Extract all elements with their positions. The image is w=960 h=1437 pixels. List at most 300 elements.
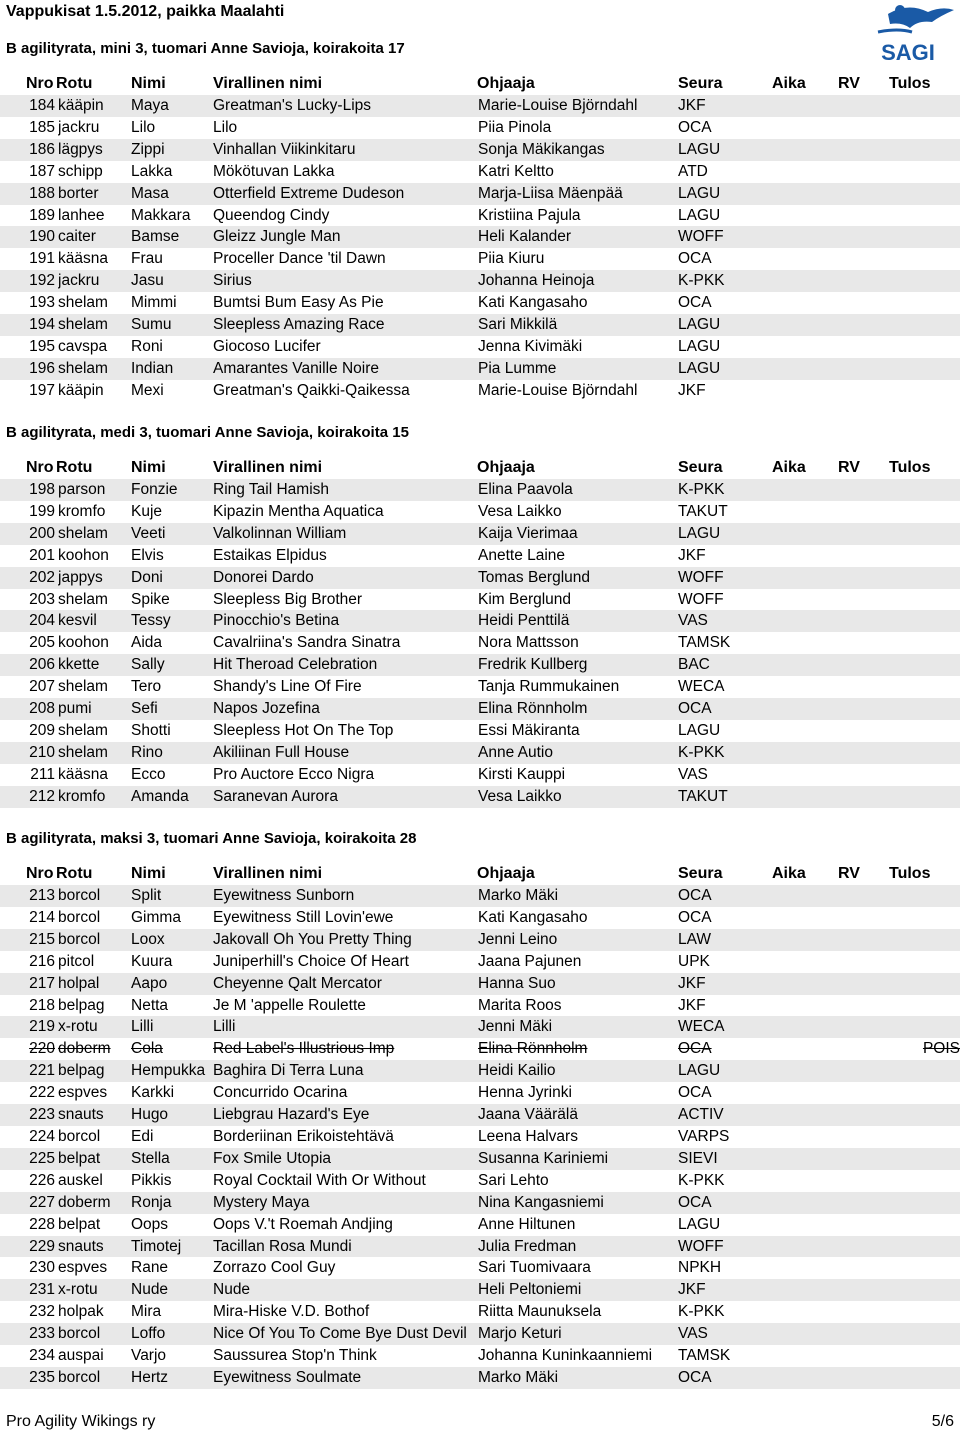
- table-cell: 194: [0, 314, 58, 336]
- table-cell: 214: [29, 908, 55, 926]
- table-cell: Aapo: [131, 973, 213, 995]
- column-header: Ohjaaja: [477, 865, 535, 882]
- table-cell: K-PKK: [678, 1303, 725, 1321]
- table-cell: K-PKK: [678, 479, 773, 501]
- table-cell: Greatman's Qaikki-Qaikessa: [213, 381, 410, 399]
- table-cell: Hanna Suo: [478, 973, 678, 995]
- table-cell: [833, 907, 888, 929]
- column-header-row: [0, 457, 960, 479]
- table-cell: [833, 479, 888, 501]
- table-cell: Elina Rönnholm: [478, 1040, 588, 1058]
- table-cell: Masa: [131, 183, 213, 205]
- table-cell: Kipazin Mentha Aquatica: [213, 502, 384, 520]
- table-cell: Hempukka: [131, 1060, 213, 1082]
- table-cell: [833, 545, 888, 567]
- table-cell: x-rotu: [58, 1016, 131, 1038]
- table-cell: 221: [0, 1060, 58, 1082]
- table-cell: Proceller Dance 'til Dawn: [213, 250, 386, 268]
- table-cell: [888, 205, 960, 227]
- table-cell: 213: [0, 885, 58, 907]
- table-cell: Sefi: [131, 698, 213, 720]
- table-cell: Karkki: [131, 1084, 175, 1102]
- table-cell: Lilo: [131, 118, 156, 136]
- table-cell: [833, 995, 888, 1017]
- table-cell: kromfo: [58, 502, 106, 520]
- table-cell: Vinhallan Viikinkitaru: [213, 139, 478, 161]
- table-cell: Sleepless Hot On The Top: [213, 721, 394, 739]
- table-cell: Sonja Mäkikangas: [478, 139, 678, 161]
- table-cell: 212: [0, 786, 58, 808]
- table-cell: [888, 1170, 960, 1192]
- table-cell: 217: [0, 973, 58, 995]
- table-cell: 230: [29, 1259, 55, 1277]
- table-cell: [773, 1323, 833, 1345]
- table-cell: Elina Paavola: [478, 479, 678, 501]
- results-table: [0, 479, 960, 808]
- table-cell: lägpys: [58, 139, 131, 161]
- table-cell: Elina Rönnholm: [478, 698, 678, 720]
- table-cell: [888, 1301, 960, 1323]
- table-cell: [773, 501, 833, 523]
- table-cell: shelam: [58, 742, 131, 764]
- table-cell: [888, 1104, 960, 1126]
- table-cell: shelam: [58, 523, 131, 545]
- table-cell: cavspa: [58, 337, 108, 355]
- table-cell: WECA: [678, 1016, 773, 1038]
- column-header: Seura: [678, 459, 723, 476]
- table-cell: [773, 545, 833, 567]
- table-cell: 206: [0, 654, 58, 676]
- table-row: [0, 951, 960, 973]
- table-cell: Makkara: [131, 206, 191, 224]
- table-cell: 198: [0, 479, 58, 501]
- table-cell: Aida: [131, 634, 163, 652]
- table-cell: [888, 479, 960, 501]
- table-cell: Bumtsi Bum Easy As Pie: [213, 294, 384, 312]
- table-cell: kääpin: [58, 95, 131, 117]
- table-cell: Baghira Di Terra Luna: [213, 1060, 478, 1082]
- column-header: Ohjaaja: [477, 75, 535, 92]
- table-cell: ACTIV: [678, 1104, 773, 1126]
- table-row: [0, 973, 960, 995]
- table-cell: 220: [29, 1040, 55, 1058]
- column-header: Nimi: [131, 865, 166, 882]
- table-cell: Jakovall Oh You Pretty Thing: [213, 929, 478, 951]
- table-cell: Heli Kalander: [478, 226, 678, 248]
- table-cell: VARPS: [678, 1127, 730, 1145]
- table-cell: [773, 1257, 833, 1279]
- table-cell: Piia Pinola: [478, 118, 552, 136]
- table-cell: [773, 95, 833, 117]
- table-cell: [773, 1367, 833, 1389]
- table-cell: Rane: [131, 1259, 169, 1277]
- table-cell: [833, 589, 888, 611]
- table-cell: Lilli: [131, 1016, 213, 1038]
- table-cell: Amarantes Vanille Noire: [213, 358, 478, 380]
- table-cell: pumi: [58, 698, 131, 720]
- table-row: [0, 676, 960, 698]
- column-header: Rotu: [56, 75, 93, 92]
- table-row: [0, 1214, 960, 1236]
- table-cell: [833, 117, 888, 139]
- table-cell: [888, 589, 960, 611]
- table-row: [0, 610, 960, 632]
- table-cell: [773, 654, 833, 676]
- table-cell: jackru: [58, 118, 100, 136]
- table-cell: K-PKK: [678, 270, 773, 292]
- table-cell: [833, 632, 888, 654]
- table-cell: 225: [0, 1148, 58, 1170]
- table-cell: Sumu: [131, 314, 213, 336]
- table-cell: Oops: [131, 1215, 169, 1233]
- table-cell: Doni: [131, 567, 213, 589]
- table-cell: [773, 183, 833, 205]
- table-cell: [833, 314, 888, 336]
- table-cell: Nice Of You To Come Bye Dust Devil: [213, 1323, 478, 1345]
- table-cell: Zippi: [131, 139, 213, 161]
- table-cell: OCA: [678, 1192, 773, 1214]
- table-cell: Nora Mattsson: [478, 634, 579, 652]
- table-cell: Kuura: [131, 952, 173, 970]
- table-cell: LAW: [678, 929, 773, 951]
- table-row: [0, 358, 960, 380]
- column-header: Nro: [26, 459, 54, 476]
- table-cell: [833, 292, 888, 314]
- table-cell: 226: [29, 1171, 55, 1189]
- column-header: Rotu: [56, 865, 93, 882]
- table-cell: koohon: [58, 634, 109, 652]
- table-cell: jackru: [58, 270, 131, 292]
- table-cell: [773, 1126, 833, 1148]
- table-cell: belpat: [58, 1215, 101, 1233]
- logo-head-shape: [895, 5, 905, 15]
- table-cell: 211: [30, 765, 55, 783]
- table-cell: Katri Keltto: [478, 162, 554, 180]
- section-title: B agilityrata, maksi 3, tuomari Anne Savioja, koirakoita 28: [6, 830, 417, 847]
- table-cell: WOFF: [678, 590, 724, 608]
- table-row: [0, 929, 960, 951]
- table-cell: [888, 248, 960, 270]
- table-cell: 228: [29, 1215, 55, 1233]
- table-cell: [888, 698, 960, 720]
- table-cell: [888, 1345, 960, 1367]
- table-cell: Edi: [131, 1127, 154, 1145]
- table-cell: [833, 1104, 888, 1126]
- table-cell: Bamse: [131, 226, 213, 248]
- column-header-row: [0, 863, 960, 885]
- table-cell: Jaana Pajunen: [478, 952, 582, 970]
- table-cell: [888, 885, 960, 907]
- table-row: [0, 95, 960, 117]
- table-cell: [773, 589, 833, 611]
- table-cell: auspai: [58, 1347, 104, 1365]
- table-cell: [888, 1060, 960, 1082]
- results-table: [0, 95, 960, 402]
- table-cell: [833, 1301, 888, 1323]
- table-cell: [773, 292, 833, 314]
- table-cell: [888, 545, 960, 567]
- table-cell: OCA: [678, 885, 773, 907]
- table-cell: Lilli: [213, 1016, 478, 1038]
- table-cell: Hugo: [131, 1104, 213, 1126]
- table-cell: [888, 1148, 960, 1170]
- table-cell: Eyewitness Still Lovin'ewe: [213, 908, 394, 926]
- table-cell: [888, 951, 960, 973]
- table-cell: LAGU: [678, 206, 721, 224]
- table-cell: Indian: [131, 358, 213, 380]
- table-cell: x-rotu: [58, 1279, 131, 1301]
- table-row: [0, 501, 960, 523]
- table-cell: Roni: [131, 337, 163, 355]
- table-cell: [888, 742, 960, 764]
- table-cell: [773, 567, 833, 589]
- table-cell: Mira-Hiske V.D. Bothof: [213, 1303, 370, 1321]
- table-row: [0, 764, 960, 786]
- table-cell: [833, 1367, 888, 1389]
- table-cell: ATD: [678, 162, 708, 180]
- table-cell: Ecco: [131, 765, 166, 783]
- table-cell: [833, 951, 888, 973]
- table-cell: [833, 270, 888, 292]
- table-row: [0, 995, 960, 1017]
- table-cell: [773, 336, 833, 358]
- table-cell: JKF: [678, 973, 773, 995]
- table-cell: shelam: [58, 358, 131, 380]
- table-cell: [773, 479, 833, 501]
- table-cell: WOFF: [678, 567, 773, 589]
- table-cell: VAS: [678, 765, 708, 783]
- table-cell: VAS: [678, 610, 773, 632]
- table-cell: Shotti: [131, 721, 171, 739]
- table-cell: Sleepless Amazing Race: [213, 314, 478, 336]
- table-cell: [833, 654, 888, 676]
- table-cell: [888, 1367, 960, 1389]
- table-cell: [888, 292, 960, 314]
- table-cell: 185: [29, 118, 55, 136]
- table-cell: snauts: [58, 1104, 131, 1126]
- table-cell: schipp: [58, 162, 103, 180]
- table-row: [0, 523, 960, 545]
- table-cell: Tacillan Rosa Mundi: [213, 1236, 478, 1258]
- table-cell: Heidi Kailio: [478, 1060, 678, 1082]
- table-row: [0, 1192, 960, 1214]
- table-cell: Tanja Rummukainen: [478, 678, 620, 696]
- section-title: B agilityrata, medi 3, tuomari Anne Savioja, koirakoita 15: [6, 424, 409, 441]
- table-cell: Marie-Louise Björndahl: [478, 95, 678, 117]
- table-cell: Marita Roos: [478, 996, 562, 1014]
- table-cell: Maya: [131, 95, 213, 117]
- table-cell: OCA: [678, 1084, 712, 1102]
- column-header: Virallinen nimi: [213, 865, 323, 882]
- column-header: Aika: [772, 865, 806, 882]
- table-cell: Donorei Dardo: [213, 567, 478, 589]
- table-cell: [773, 139, 833, 161]
- table-cell: [773, 314, 833, 336]
- table-row: [0, 380, 960, 402]
- table-cell: Sari Mikkilä: [478, 314, 678, 336]
- table-cell: Valkolinnan William: [213, 523, 478, 545]
- table-cell: Kim Berglund: [478, 590, 572, 608]
- table-cell: 196: [0, 358, 58, 380]
- table-row: [0, 479, 960, 501]
- table-cell: [773, 885, 833, 907]
- table-cell: 188: [0, 183, 58, 205]
- column-header: Nimi: [131, 75, 166, 92]
- table-cell: [888, 786, 960, 808]
- table-cell: 223: [0, 1104, 58, 1126]
- column-header: Seura: [678, 75, 723, 92]
- table-cell: [773, 1104, 833, 1126]
- logo-text: SAGI: [881, 40, 935, 65]
- table-row: [0, 786, 960, 808]
- table-cell: [773, 1345, 833, 1367]
- table-cell: [773, 1082, 833, 1104]
- table-cell: borcol: [58, 929, 131, 951]
- table-cell: [888, 270, 960, 292]
- table-cell: Tero: [131, 678, 162, 696]
- table-cell: borcol: [58, 1323, 131, 1345]
- table-cell: Gimma: [131, 908, 181, 926]
- table-cell: 191: [29, 250, 55, 268]
- table-cell: Sari Tuomivaara: [478, 1259, 591, 1277]
- table-cell: LAGU: [678, 1215, 721, 1233]
- table-cell: [833, 610, 888, 632]
- table-cell: [773, 205, 833, 227]
- table-cell: JKF: [678, 381, 706, 399]
- table-cell: Pia Lumme: [478, 358, 678, 380]
- page-title: Vappukisat 1.5.2012, paikka Maalahti: [6, 3, 285, 20]
- table-cell: Loox: [131, 929, 213, 951]
- table-cell: Oops V.'t Roemah Andjing: [213, 1215, 393, 1233]
- table-row: [0, 1279, 960, 1301]
- table-cell: Saussurea Stop'n Think: [213, 1347, 377, 1365]
- table-cell: Pro Auctore Ecco Nigra: [213, 765, 375, 783]
- table-cell: Zorrazo Cool Guy: [213, 1259, 336, 1277]
- table-cell: [833, 720, 888, 742]
- table-cell: Hertz: [131, 1367, 213, 1389]
- table-cell: Kuje: [131, 502, 163, 520]
- table-cell: doberm: [58, 1192, 131, 1214]
- table-cell: 222: [29, 1084, 55, 1102]
- table-cell: OCA: [678, 118, 712, 136]
- table-cell: Marjo Keturi: [478, 1323, 678, 1345]
- table-cell: [833, 1323, 888, 1345]
- table-cell: [888, 161, 960, 183]
- footer-organization: Pro Agility Wikings ry: [6, 1413, 156, 1430]
- table-cell: kääsna: [58, 765, 108, 783]
- table-cell: [888, 336, 960, 358]
- table-cell: Jaana Väärälä: [478, 1104, 678, 1126]
- table-cell: Sirius: [213, 270, 478, 292]
- table-cell: 233: [0, 1323, 58, 1345]
- table-cell: Mystery Maya: [213, 1192, 478, 1214]
- table-cell: [833, 380, 888, 402]
- table-row: [0, 1170, 960, 1192]
- table-row: [0, 314, 960, 336]
- table-cell: WOFF: [678, 226, 773, 248]
- table-cell: Estaikas Elpidus: [213, 546, 327, 564]
- table-cell: belpat: [58, 1148, 131, 1170]
- table-row: [0, 1367, 960, 1389]
- table-cell: POIS: [922, 1040, 960, 1058]
- table-cell: OCA: [678, 908, 712, 926]
- table-cell: [773, 742, 833, 764]
- table-cell: [888, 973, 960, 995]
- table-cell: lanhee: [58, 206, 105, 224]
- table-cell: [833, 1148, 888, 1170]
- table-cell: [833, 523, 888, 545]
- table-cell: kkette: [58, 654, 131, 676]
- table-cell: Heli Peltoniemi: [478, 1279, 678, 1301]
- column-header: RV: [838, 865, 860, 882]
- table-row: [0, 183, 960, 205]
- table-cell: Leena Halvars: [478, 1127, 578, 1145]
- table-cell: pitcol: [58, 952, 95, 970]
- table-cell: [888, 358, 960, 380]
- table-cell: Saranevan Aurora: [213, 786, 478, 808]
- table-cell: Timotej: [131, 1236, 213, 1258]
- table-cell: espves: [58, 1084, 108, 1102]
- table-cell: [888, 183, 960, 205]
- table-cell: 199: [29, 502, 55, 520]
- table-cell: [773, 1060, 833, 1082]
- table-cell: kääpin: [58, 381, 104, 399]
- table-cell: [888, 501, 960, 523]
- table-cell: [833, 205, 888, 227]
- table-cell: 193: [29, 294, 55, 312]
- table-cell: [773, 1301, 833, 1323]
- table-row: [0, 885, 960, 907]
- table-cell: [888, 117, 960, 139]
- table-cell: Otterfield Extreme Dudeson: [213, 183, 478, 205]
- table-cell: [833, 248, 888, 270]
- table-cell: [888, 380, 960, 402]
- table-cell: belpag: [58, 1060, 131, 1082]
- table-cell: [833, 764, 888, 786]
- table-cell: [833, 742, 888, 764]
- table-cell: Ring Tail Hamish: [213, 479, 478, 501]
- table-cell: [773, 358, 833, 380]
- table-row: [0, 1345, 960, 1367]
- table-row: [0, 907, 960, 929]
- table-cell: LAGU: [678, 337, 721, 355]
- table-cell: [888, 139, 960, 161]
- table-cell: Marie-Louise Björndahl: [478, 381, 638, 399]
- table-cell: [833, 929, 888, 951]
- table-cell: [833, 358, 888, 380]
- column-header: Nro: [26, 865, 54, 882]
- table-row: [0, 742, 960, 764]
- table-cell: shelam: [58, 678, 108, 696]
- table-cell: [773, 973, 833, 995]
- table-cell: Mira: [131, 1303, 162, 1321]
- table-cell: Concurrido Ocarina: [213, 1084, 348, 1102]
- table-cell: [833, 183, 888, 205]
- table-cell: belpag: [58, 996, 105, 1014]
- table-cell: JKF: [678, 95, 773, 117]
- table-cell: JKF: [678, 996, 706, 1014]
- table-cell: kesvil: [58, 610, 131, 632]
- table-cell: borcol: [58, 1367, 131, 1389]
- table-cell: Anne Hiltunen: [478, 1215, 576, 1233]
- table-row: [0, 1016, 960, 1038]
- column-header: Rotu: [56, 459, 93, 476]
- column-header: RV: [838, 459, 860, 476]
- table-cell: holpal: [58, 973, 131, 995]
- table-cell: 205: [29, 634, 55, 652]
- table-cell: Frau: [131, 250, 163, 268]
- table-row: [0, 248, 960, 270]
